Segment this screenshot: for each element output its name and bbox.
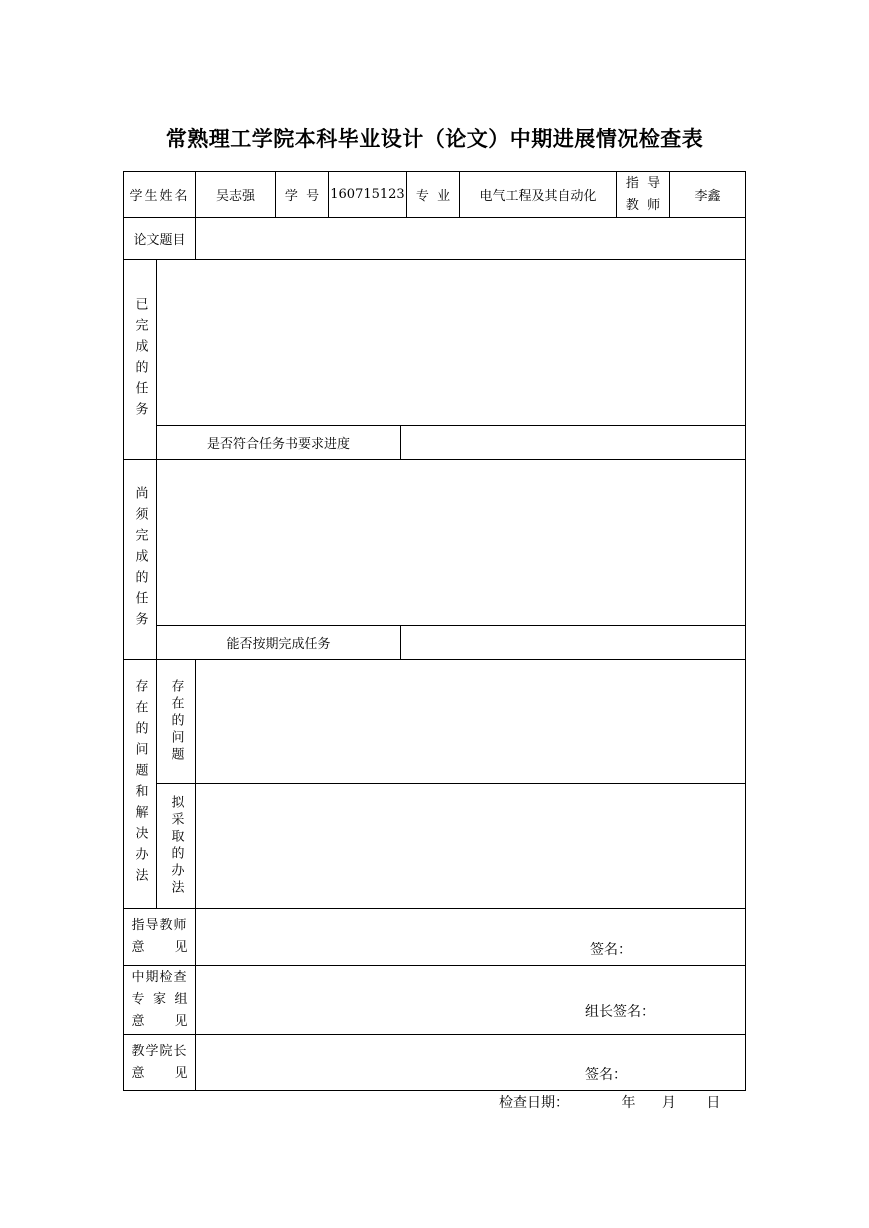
expert-opinion-label-char3: 组: [174, 992, 188, 1007]
on-time-label-text: 能否按期完成任务: [226, 637, 331, 652]
dean-opinion-label-line2: [131, 1063, 187, 1085]
expert-opinion-label-line1: 中期检查: [131, 970, 188, 985]
thesis-title-label: [123, 217, 196, 260]
expert-opinion-label-char5: 见: [174, 1014, 188, 1029]
advisor-opinion-label-char2: 见: [174, 940, 188, 955]
expert-opinion-label-line2: [131, 989, 187, 1011]
completed-tasks-content[interactable]: [156, 259, 746, 426]
schedule-compliance-label: [156, 425, 401, 460]
completed-tasks-label: [123, 259, 157, 460]
existing-problems-content[interactable]: [195, 659, 746, 784]
remaining-tasks-label: [123, 459, 157, 660]
on-time-field[interactable]: [400, 625, 746, 660]
schedule-compliance-field[interactable]: [400, 425, 746, 460]
dean-opinion-label-line1: 教学院长: [131, 1043, 188, 1059]
problems-solutions-label-text: 存在的问题和解决办法: [132, 679, 148, 889]
major-label: [406, 171, 460, 218]
advisor-opinion-label-char1: 意: [131, 940, 145, 955]
dean-signature-label: 签名：: [585, 1067, 627, 1083]
dean-opinion-label-char1: 意: [131, 1065, 145, 1081]
remaining-tasks-content[interactable]: [156, 459, 746, 626]
student-name-value: 吴志强: [215, 189, 255, 204]
student-name-label: [123, 171, 196, 218]
page-title: 常熟理工学院本科毕业设计（论文）中期进展情况检查表: [165, 127, 704, 151]
existing-problems-label: [156, 659, 196, 784]
student-id-label-text: 学 号: [284, 189, 320, 204]
expert-opinion-label: [123, 965, 196, 1035]
student-id-label: [275, 171, 329, 218]
advisor-signature-label: 签名：: [590, 942, 632, 958]
advisor-opinion-label: [123, 908, 196, 966]
expert-opinion-label-char4: 意: [131, 1014, 145, 1029]
major-field[interactable]: [459, 171, 617, 218]
student-id-field[interactable]: [328, 171, 407, 218]
completed-tasks-label-text: 已完成的任务: [132, 296, 148, 423]
dean-opinion-content[interactable]: [195, 1034, 746, 1091]
check-date-label: 检查日期：: [499, 1095, 569, 1111]
student-name-label-text: 学生姓名: [129, 189, 190, 204]
problems-solutions-label: [123, 659, 157, 909]
expert-opinion-content[interactable]: [195, 965, 746, 1035]
proposed-solutions-label-text: 拟采取的办法: [168, 795, 184, 897]
on-time-label: [156, 625, 401, 660]
major-value: 电气工程及其自动化: [479, 189, 597, 204]
expert-opinion-label-char2: 家: [152, 992, 166, 1007]
advisor-opinion-label-line1: 指导教师: [131, 918, 188, 933]
remaining-tasks-label-text: 尚须完成的任务: [132, 486, 148, 633]
thesis-title-field[interactable]: [195, 217, 746, 260]
advisor-field[interactable]: [669, 171, 746, 218]
thesis-title-label-text: 论文题目: [133, 233, 186, 248]
existing-problems-label-text: 存在的问题: [168, 679, 184, 764]
dean-opinion-label-char2: 见: [174, 1065, 188, 1081]
proposed-solutions-content[interactable]: [195, 783, 746, 909]
group-leader-signature-label: 组长签名：: [585, 1004, 655, 1020]
student-id-value: 160715123: [330, 187, 405, 202]
check-date-year: 年: [621, 1095, 636, 1111]
advisor-opinion-label-line2: [131, 937, 187, 959]
student-name-field[interactable]: [195, 171, 276, 218]
schedule-compliance-label-text: 是否符合任务书要求进度: [206, 437, 350, 452]
check-date: [499, 1092, 720, 1112]
check-date-day: 日: [706, 1095, 721, 1111]
expert-opinion-label-char1: 专: [131, 992, 145, 1007]
advisor-value: 李鑫: [694, 189, 721, 204]
advisor-label-line2: 教 师: [625, 197, 661, 213]
expert-opinion-label-line3: [131, 1011, 187, 1033]
check-date-month: 月: [661, 1095, 676, 1111]
advisor-label-line1: 指 导: [625, 175, 661, 191]
advisor-opinion-content[interactable]: [195, 908, 746, 966]
major-label-text: 专 业: [415, 189, 451, 204]
proposed-solutions-label: [156, 783, 196, 909]
dean-opinion-label: [123, 1034, 196, 1091]
advisor-label: [616, 171, 670, 218]
